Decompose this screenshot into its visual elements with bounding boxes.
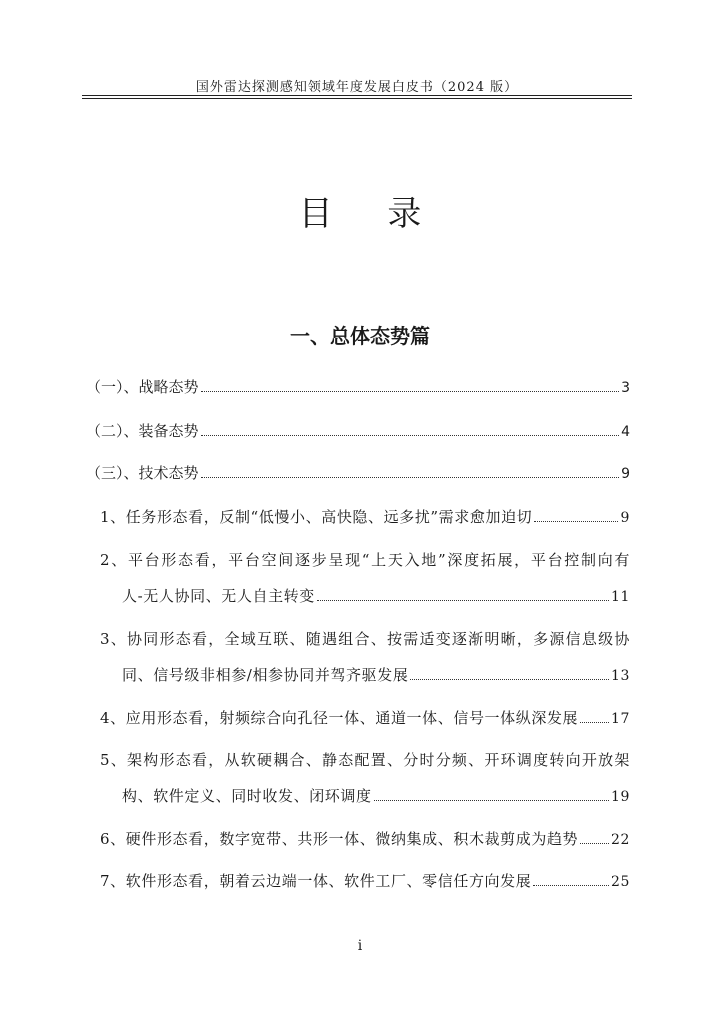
leader-dots xyxy=(580,843,609,844)
toc-entry-equipment[interactable] xyxy=(86,420,630,441)
leader-dots xyxy=(533,885,609,886)
toc-entry-label: 7、软件形态看，朝着云边端一体、软件工厂、零信任方向发展 xyxy=(100,872,532,890)
toc-entry-page: 4 xyxy=(621,424,630,440)
toc-entry-label: （三）、技术态势 xyxy=(86,464,199,482)
toc-entry-platform-form-line1[interactable]: 2、平台形态看，平台空间逐步呈现“上天入地”深度拓展，平台控制向有 xyxy=(100,551,630,569)
leader-dots xyxy=(580,722,609,723)
leader-dots xyxy=(317,600,609,601)
leader-dots xyxy=(201,435,620,436)
toc-entry-page: 9 xyxy=(621,466,630,482)
toc-entry-hardware-form[interactable] xyxy=(100,828,630,849)
toc-entry-application-form[interactable] xyxy=(100,707,630,728)
toc-entry-page: 11 xyxy=(610,589,630,605)
toc-title: 目 录 xyxy=(298,194,444,234)
toc-entry-task-form[interactable] xyxy=(100,506,630,527)
toc-entry-architecture-form[interactable] xyxy=(122,785,630,806)
header-rule xyxy=(82,95,632,99)
leader-dots xyxy=(201,477,620,478)
toc-entry-software-form[interactable] xyxy=(100,870,630,891)
toc-entry-coordination-form-line1[interactable]: 3、协同形态看，全域互联、随遇组合、按需适变逐渐明晰，多源信息级协 xyxy=(100,630,630,648)
toc-entry-coordination-form[interactable] xyxy=(122,664,630,685)
leader-dots xyxy=(201,391,620,392)
toc-entry-page: 13 xyxy=(610,668,630,684)
toc-entry-label: 1、任务形态看，反制“低慢小、高快隐、远多扰”需求愈加迫切 xyxy=(100,508,533,526)
toc-entry-strategy[interactable] xyxy=(86,376,630,397)
toc-entry-page: 17 xyxy=(610,711,630,727)
toc-entry-architecture-form-line1[interactable]: 5、架构形态看，从软硬耦合、静态配置、分时分频、开环调度转向开放架 xyxy=(100,751,630,769)
running-header: 国外雷达探测感知领域年度发展白皮书（2024 版） xyxy=(195,80,519,95)
leader-dots xyxy=(374,800,609,801)
toc-entry-page: 3 xyxy=(621,380,630,396)
toc-entry-page: 25 xyxy=(610,874,630,890)
toc-entry-page: 19 xyxy=(610,789,630,805)
toc-entry-label: （二）、装备态势 xyxy=(86,422,199,440)
leader-dots xyxy=(410,679,609,680)
toc-entry-platform-form[interactable] xyxy=(122,585,630,606)
part-title: 一、总体态势篇 xyxy=(290,324,430,348)
toc-entry-page: 22 xyxy=(610,832,630,848)
toc-entry-label: 人-无人协同、无人自主转变 xyxy=(122,587,315,605)
toc-entry-label: 6、硬件形态看，数字宽带、共形一体、微纳集成、积木裁剪成为趋势 xyxy=(100,830,579,848)
toc-entry-label: 4、应用形态看，射频综合向孔径一体、通道一体、信号一体纵深发展 xyxy=(100,709,579,727)
toc-entry-label: 同、信号级非相参/相参协同并驾齐驱发展 xyxy=(122,666,409,684)
leader-dots xyxy=(534,521,618,522)
page-number: i xyxy=(357,938,363,954)
toc-entry-label: 构、软件定义、同时收发、闭环调度 xyxy=(122,787,372,805)
toc-entry-page: 9 xyxy=(620,510,630,526)
toc-entry-label: （一）、战略态势 xyxy=(86,378,199,396)
toc-entry-technology[interactable] xyxy=(86,462,630,483)
